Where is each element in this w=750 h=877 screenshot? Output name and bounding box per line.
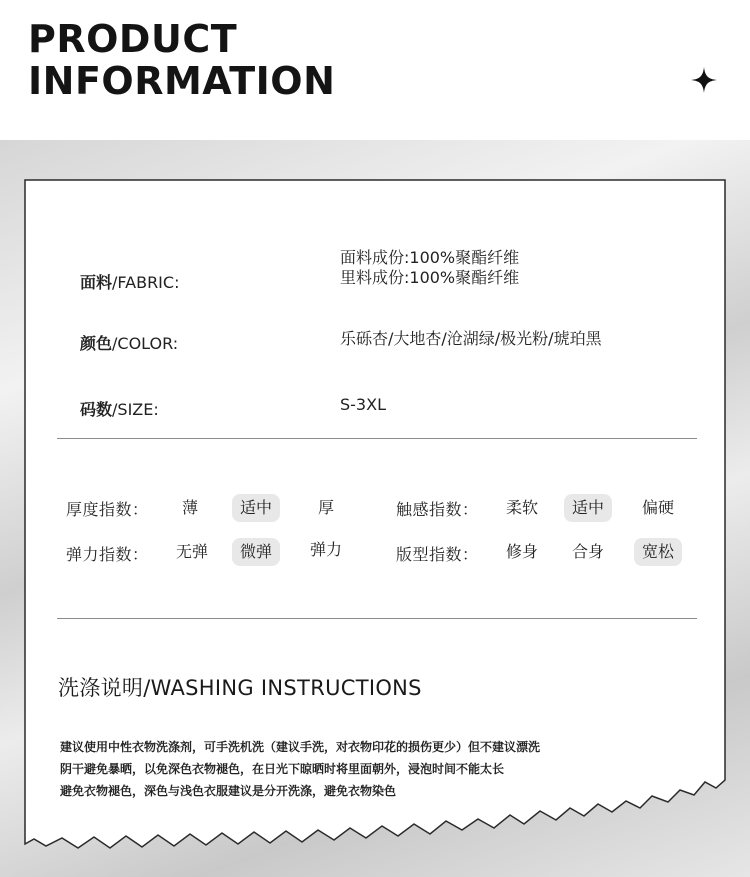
title-line-2: INFORMATION [28,59,336,103]
color-label-en: /COLOR: [112,334,179,353]
elasticity-option-stretch: 弹力 [309,540,343,559]
fabric-label-cn: 面料 [80,273,113,292]
washing-line-1: 建议使用中性衣物洗涤剂，可手洗机洗（建议手洗，对衣物印花的损伤更少）但不建议漂洗 [60,740,541,754]
thickness-option-medium: 适中 [232,494,280,522]
fabric-value-2: 里料成份:100%聚酯纤维 [340,268,520,287]
thickness-option-thick: 厚 [317,498,335,517]
divider-bottom [57,618,697,619]
size-label [80,397,159,420]
fabric-label [80,270,179,293]
thickness-label: 厚度指数： [66,500,149,519]
thickness-option-thin: 薄 [181,498,199,517]
washing-line-2: 阴干避免暴晒，以免深色衣物褪色，在日光下晾晒时将里面朝外，浸泡时间不能太长 [60,762,505,776]
feel-option-soft: 柔软 [505,498,539,517]
fabric-label-en: /FABRIC: [112,273,180,292]
fabric-value-1: 面料成份:100%聚酯纤维 [340,248,520,267]
size-value: S-3XL [340,395,386,414]
washing-title: 洗涤说明/WASHING INSTRUCTIONS [58,676,422,700]
fit-option-regular: 合身 [571,542,605,561]
elasticity-option-slight: 微弹 [232,538,280,566]
fit-label: 版型指数： [396,545,479,564]
feel-label: 触感指数： [396,500,479,519]
elasticity-label: 弹力指数： [66,545,149,564]
size-label-cn: 码数 [80,400,113,419]
feel-option-hard: 偏硬 [641,498,675,517]
color-value: 乐砾杏/大地杏/沧湖绿/极光粉/琥珀黑 [340,329,602,348]
washing-line-3: 避免衣物褪色，深色与浅色衣服建议是分开洗涤，避免衣物染色 [60,784,397,798]
color-label-cn: 颜色 [80,334,113,353]
divider-top [57,438,697,439]
fit-option-slim: 修身 [505,542,539,561]
header-section [0,0,750,140]
color-label [80,331,178,354]
size-label-en: /SIZE: [112,400,159,419]
fit-option-loose: 宽松 [634,538,682,566]
feel-option-medium: 适中 [564,494,612,522]
elasticity-option-none: 无弹 [175,542,209,561]
sparkle-icon [690,66,718,94]
title-line-1: PRODUCT [28,17,238,61]
page-title [28,18,335,102]
